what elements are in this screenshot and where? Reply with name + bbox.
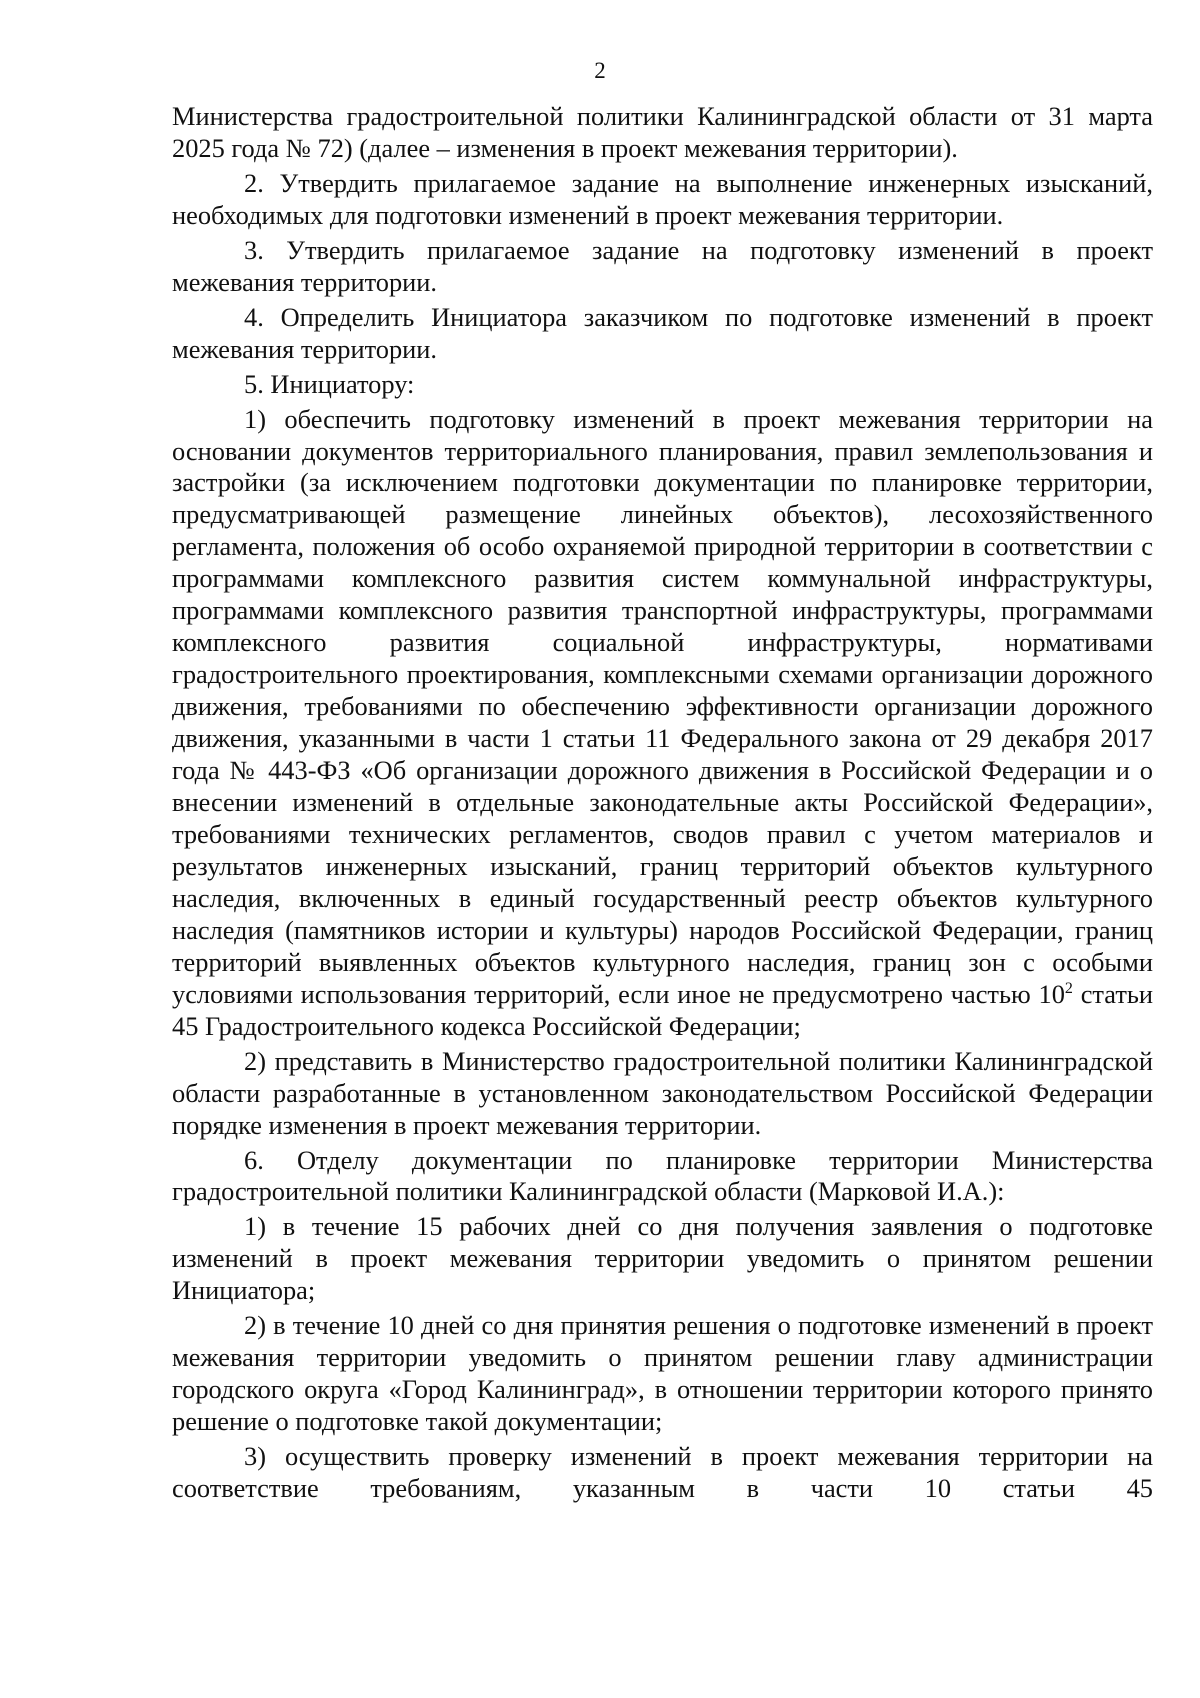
paragraph-subitem-6-2: 2) в течение 10 дней со дня принятия решения о подготовке изменений в проект межевания территории уведомить о принятом решении главу администрации городского округа «Город Калининград», в отношении территории которого принято решение о подготовке такой документации; xyxy=(172,1310,1153,1437)
document-body xyxy=(172,101,1153,1508)
subitem-5-1-text: 1) обеспечить подготовку изменений в проект межевания территории на основании документов территориального планирования, правил землепользования и застройки (за исключением подготовки документации по планировке территории, предусматривающей размещение линейных объектов), лесохозяйственного регламента, положения об особо охраняемой природной территории в соответствии с программами комплексного развития систем коммунальной инфраструктуры, программами комплексного развития транспортной инфраструктуры, программами комплексного развития социальной инфраструктуры, нормативами градостроительного проектирования, комплексными схемами организации дорожного движения, требованиями по обеспечению эффективности организации дорожного движения, указанными в части 1 статьи 11 Федерального закона от 29 декабря 2017 года № 443-ФЗ «Об организации дорожного движения в Российской Федерации и о внесении изменений в отдельные законодательные акты Российской Федерации», требованиями технических регламентов, сводов правил с учетом материалов и результатов инженерных изысканий, границ территорий объектов культурного наследия, включенных в единый государственный реестр объектов культурного наследия (памятников истории и культуры) народов Российской Федерации, границ территорий выявленных объектов культурного наследия, границ зон с особыми условиями использования территорий, если иное не предусмотрено частью 10 xyxy=(172,403,1153,1009)
paragraph-subitem-5-2: 2) представить в Министерство градостроительной политики Калининградской области разработанные в установленном законодательством Российской Федерации порядке изменения в проект межевания территории. xyxy=(172,1045,1153,1140)
paragraph-item-2: 2. Утвердить прилагаемое задание на выполнение инженерных изысканий, необходимых для подготовки изменений в проект межевания территории. xyxy=(172,167,1153,230)
superscript-part-number: 2 xyxy=(1064,979,1073,997)
paragraph-item-5: 5. Инициатору: xyxy=(244,368,415,399)
paragraph-item-6: 6. Отделу документации по планировке территории Министерства градостроительной политики Калининградской области (Марковой И.А.): xyxy=(172,1144,1153,1207)
paragraph-subitem-6-1: 1) в течение 15 рабочих дней со дня получения заявления о подготовке изменений в проект межевания территории уведомить о принятом решении Инициатора; xyxy=(172,1211,1153,1306)
paragraph-subitem-5-1 xyxy=(172,404,1153,1043)
page-number: 2 xyxy=(594,58,606,83)
paragraph-subitem-6-3: 3) осуществить проверку изменений в проект межевания территории на соответствие требованиям, указанным в части 10 статьи 45 xyxy=(172,1441,1153,1504)
paragraph-item-3: 3. Утвердить прилагаемое задание на подготовку изменений в проект межевания территории. xyxy=(172,234,1153,297)
paragraph-continuation: Министерства градостроительной политики Калининградской области от 31 марта 2025 года № 72) (далее – изменения в проект межевания территории). xyxy=(172,101,1153,163)
subitem-5-1-tail: статьи 45 Градостроительного кодекса Российской Федерации; xyxy=(172,978,1154,1041)
paragraph-item-4: 4. Определить Инициатора заказчиком по подготовке изменений в проект межевания территории. xyxy=(172,301,1153,364)
